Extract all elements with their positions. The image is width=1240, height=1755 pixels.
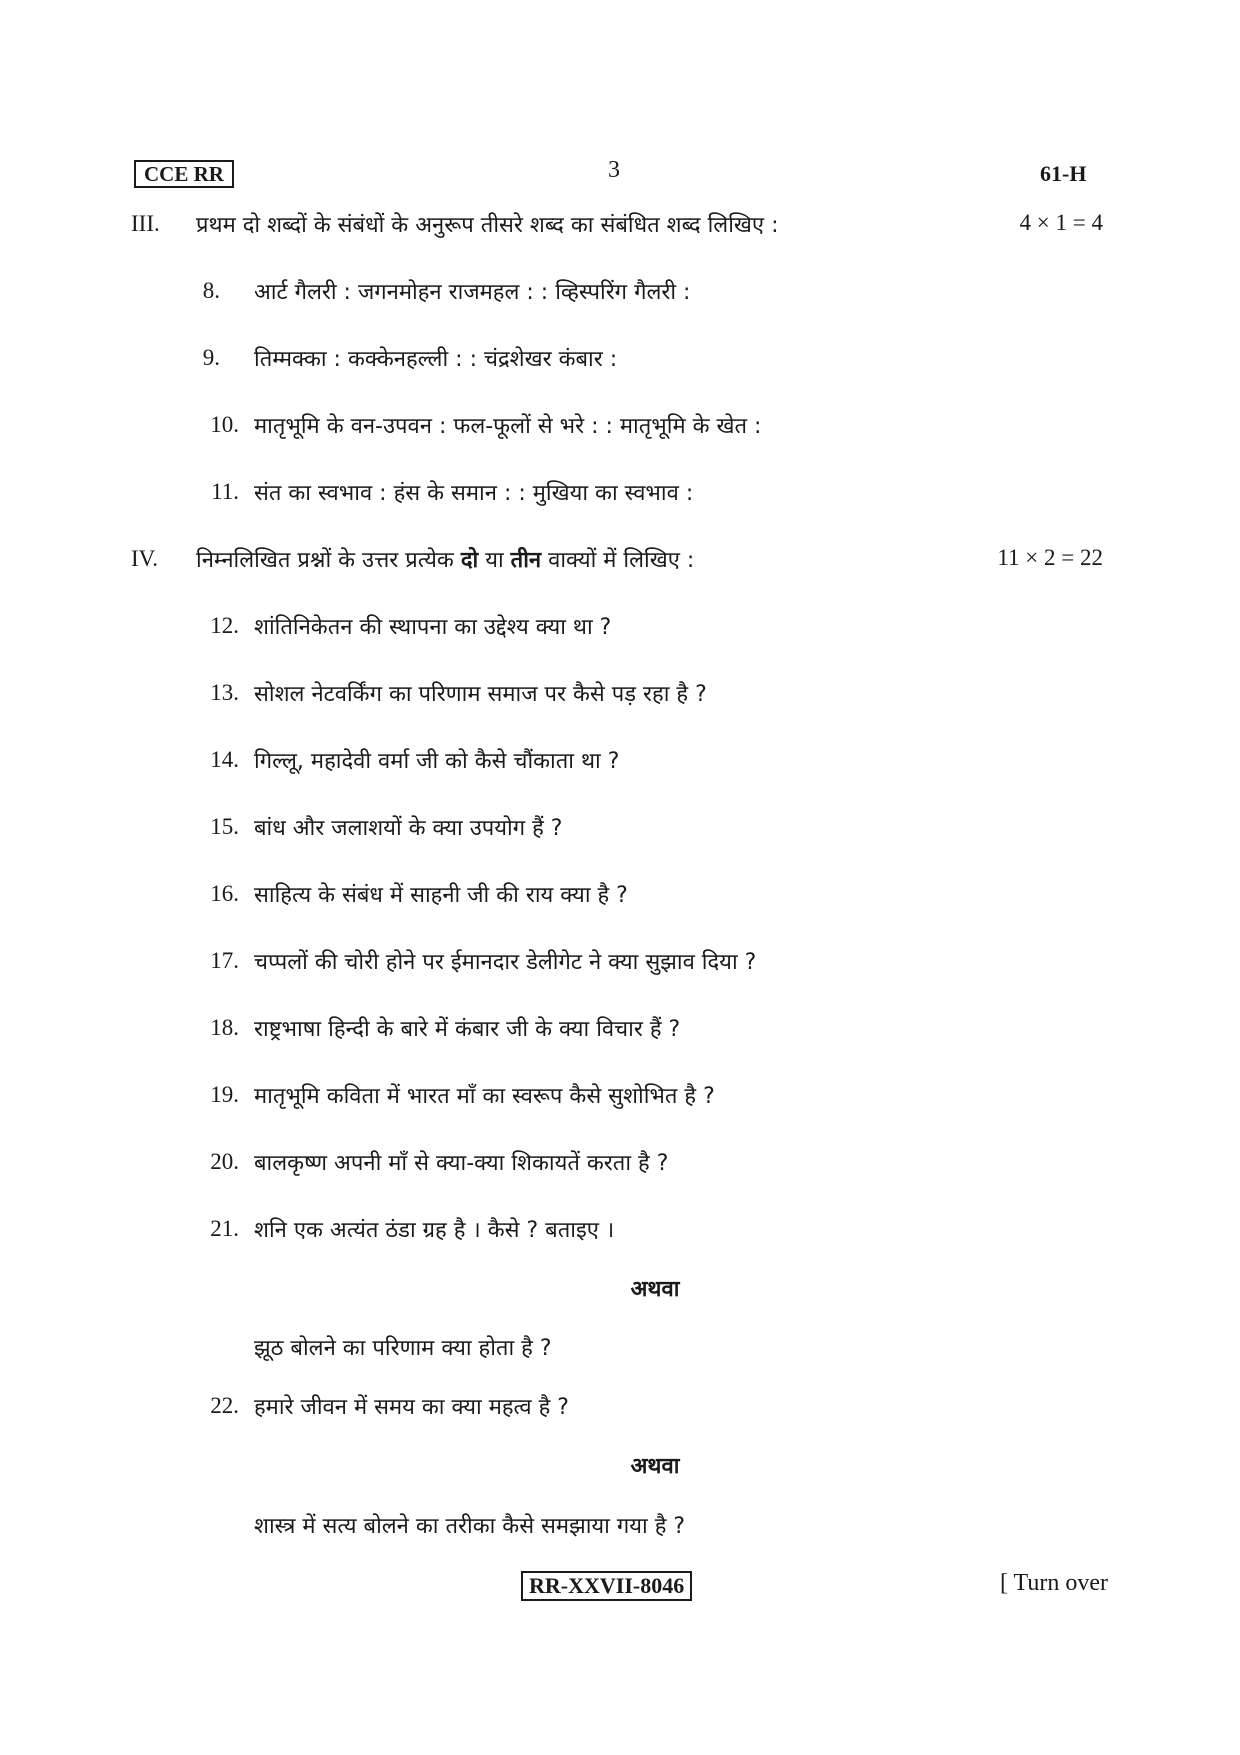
section-3-marks: 4 × 1 = 4 (1019, 210, 1103, 235)
question-text: बालकृष्ण अपनी माँ से क्या-क्या शिकायतें करता है ? (254, 1151, 669, 1176)
question-number: 8. (202, 278, 220, 303)
question-number: 11. (211, 479, 239, 504)
question-number: 9. (202, 345, 220, 370)
question-text: राष्ट्रभाषा हिन्दी के बारे में कंबार जी के क्या विचार हैं ? (254, 1017, 681, 1042)
question-text: तिम्मक्का : कक्केनहल्ली : : चंद्रशेखर कंबार : (254, 347, 618, 372)
instruction-text: निम्नलिखित प्रश्नों के उत्तर प्रत्येक (196, 548, 461, 573)
instruction-bold-teen: तीन (510, 548, 542, 573)
or-label: अथवा (630, 1277, 680, 1302)
section-4-instruction (196, 544, 694, 574)
question-text: संत का स्वभाव : हंस के समान : : मुखिया का स्वभाव : (254, 481, 694, 506)
header-code-right: 61-H (1040, 161, 1087, 186)
alternate-question-text: शास्त्र में सत्य बोलने का तरीका कैसे समझाया गया है ? (254, 1514, 686, 1539)
turn-over-label: [ Turn over (999, 1570, 1108, 1596)
section-3-number: III. (131, 211, 160, 236)
question-number: 13. (210, 680, 239, 705)
question-number: 12. (210, 613, 239, 638)
section-4-marks: 11 × 2 = 22 (997, 545, 1103, 570)
page-number: 3 (608, 157, 620, 183)
header-code-box (134, 160, 234, 188)
instruction-text: या (478, 548, 511, 573)
question-text: बांध और जलाशयों के क्या उपयोग हैं ? (254, 816, 563, 841)
question-number: 19. (210, 1082, 239, 1107)
question-text: मातृभूमि के वन-उपवन : फल-फूलों से भरे : : मातृभूमि के खेत : (254, 414, 762, 439)
question-number: 17. (210, 948, 239, 973)
section-4-number: IV. (131, 546, 159, 571)
question-text: मातृभूमि कविता में भारत माँ का स्वरूप कैसे सुशोभित है ? (254, 1084, 715, 1109)
question-number: 16. (210, 881, 239, 906)
question-number: 22. (210, 1393, 239, 1418)
footer-code-box (521, 1571, 692, 1601)
question-text: चप्पलों की चोरी होने पर ईमानदार डेलीगेट ने क्या सुझाव दिया ? (254, 950, 757, 975)
instruction-text: वाक्यों में लिखिए : (541, 548, 695, 573)
question-number: 15. (210, 814, 239, 839)
question-text: आर्ट गैलरी : जगनमोहन राजमहल : : व्हिस्परिंग गैलरी : (254, 280, 691, 305)
footer-code: RR-XXVII-8046 (529, 1573, 685, 1598)
question-number: 10. (210, 412, 239, 437)
question-text: हमारे जीवन में समय का क्या महत्व है ? (254, 1395, 569, 1420)
or-label: अथवा (630, 1454, 680, 1479)
question-text: साहित्य के संबंध में साहनी जी की राय क्या है ? (254, 883, 628, 908)
header-code-left: CCE RR (144, 162, 224, 186)
question-number: 20. (210, 1149, 239, 1174)
question-number: 21. (210, 1216, 239, 1241)
section-3-instruction: प्रथम दो शब्दों के संबंधों के अनुरूप तीसरे शब्द का संबंधित शब्द लिखिए : (196, 213, 779, 238)
instruction-bold-do: दो (460, 548, 479, 573)
question-text: शनि एक अत्यंत ठंडा ग्रह है । कैसे ? बताइए । (254, 1218, 615, 1243)
question-text: सोशल नेटवर्किंग का परिणाम समाज पर कैसे पड़ रहा है ? (254, 682, 707, 707)
question-number: 14. (210, 747, 239, 772)
question-text: शांतिनिकेतन की स्थापना का उद्देश्य क्या था ? (254, 615, 612, 640)
question-number: 18. (210, 1015, 239, 1040)
question-text: गिल्लू, महादेवी वर्मा जी को कैसे चौंकाता था ? (254, 749, 620, 774)
alternate-question-text: झूठ बोलने का परिणाम क्या होता है ? (254, 1336, 552, 1361)
